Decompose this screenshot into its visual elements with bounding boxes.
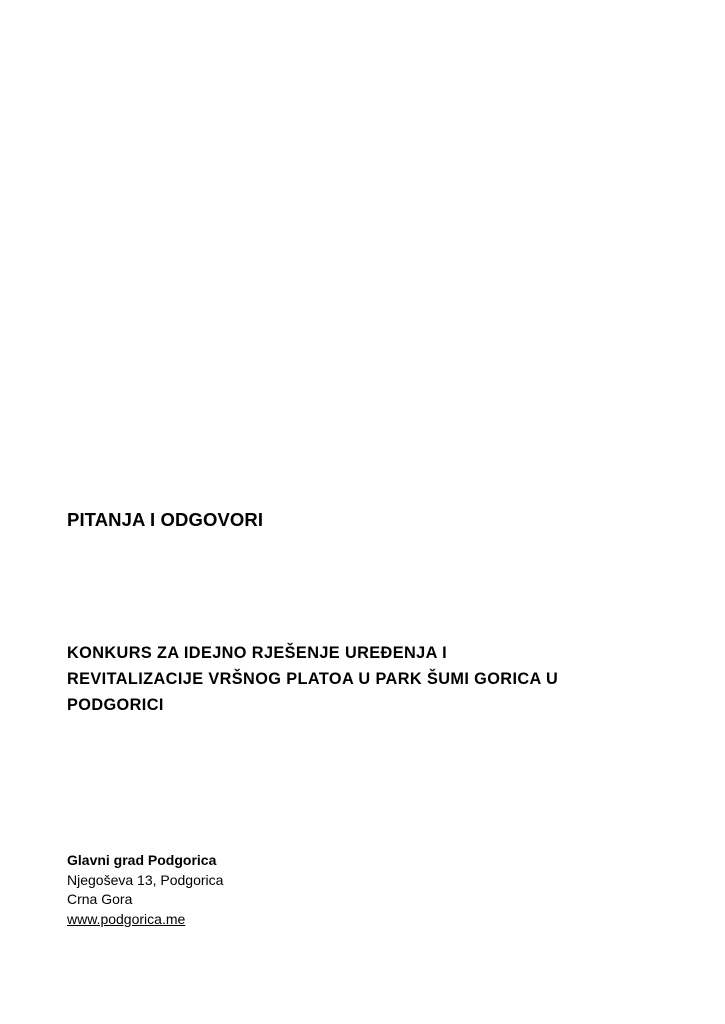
organization-contact (67, 851, 223, 929)
organization-name: Glavni grad Podgorica (67, 852, 217, 868)
organization-address: Njegoševa 13, Podgorica (67, 871, 224, 888)
organization-country: Crna Gora (67, 891, 133, 907)
subtitle-line: PODGORICI (67, 696, 164, 714)
document-subtitle (67, 640, 667, 718)
subtitle-line: KONKURS ZA IDEJNO RJEŠENJE UREĐENJA I (67, 644, 447, 662)
website-link[interactable]: www.podgorica.me (67, 910, 186, 927)
page-title: PITANJA I ODGOVORI (67, 509, 264, 530)
subtitle-line: REVITALIZACIJE VRŠNOG PLATOA U PARK ŠUMI GORICA U (67, 670, 559, 688)
